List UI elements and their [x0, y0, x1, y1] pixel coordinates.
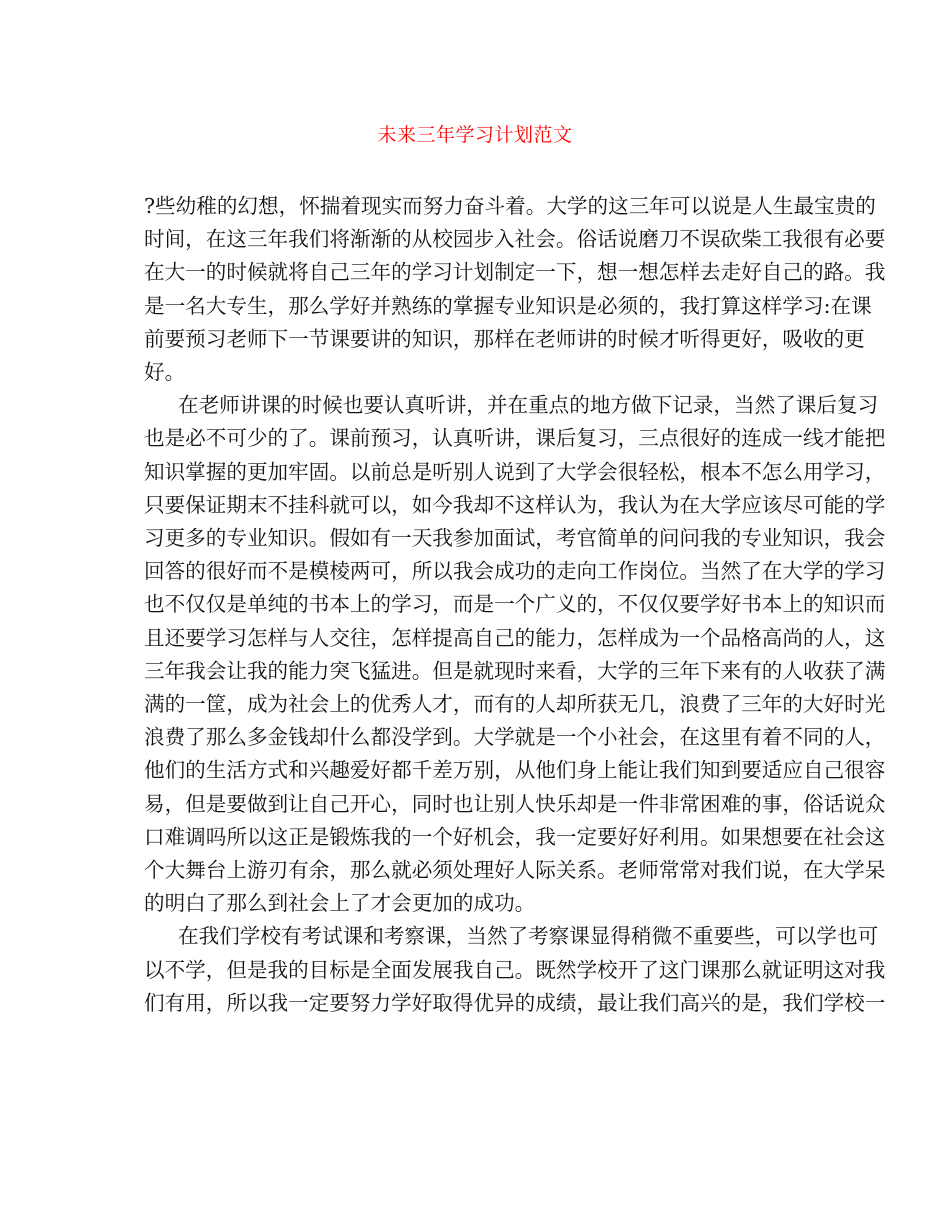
paragraph: [144, 389, 886, 920]
paragraph-line: 也是必不可少的了。课前预习，认真听讲，课后复习，三点很好的连成一线才能把: [144, 426, 886, 451]
paragraph-line: 好。: [144, 360, 186, 385]
document-title: 未来三年学习计划范文: [377, 124, 573, 146]
paragraph-line: 前要预习老师下一节课要讲的知识，那样在老师讲的时候才听得更好，吸收的更: [144, 326, 865, 351]
paragraph-line: 浪费了那么多金钱却什么都没学到。大学就是一个小社会，在这里有着不同的人，: [144, 725, 886, 750]
paragraph: [144, 920, 886, 1020]
paragraph-line: 是一名大专生，那么学好并熟练的掌握专业知识是必须的，我打算这样学习:在课: [144, 293, 872, 318]
paragraph-line: 在老师讲课的时候也要认真听讲，并在重点的地方做下记录，当然了课后复习: [178, 393, 879, 418]
paragraph-line: 也不仅仅是单纯的书本上的学习，而是一个广义的，不仅仅要学好书本上的知识而: [144, 592, 886, 617]
paragraph-line: 他们的生活方式和兴趣爱好都千差万别，从他们身上能让我们知到要适应自己很容: [144, 758, 886, 783]
paragraph-line: 三年我会让我的能力突飞猛进。但是就现时来看，大学的三年下来有的人收获了满: [144, 658, 886, 683]
paragraph-line: 的明白了那么到社会上了才会更加的成功。: [144, 891, 536, 916]
paragraph-line: 们有用，所以我一定要努力学好取得优异的成绩，最让我们高兴的是，我们学校一: [144, 990, 886, 1015]
paragraph-line: 习更多的专业知识。假如有一天我参加面试，考官简单的问问我的专业知识，我会: [144, 526, 886, 551]
paragraph-line: 在大一的时候就将自己三年的学习计划制定一下，想一想怎样去走好自己的路。我: [144, 260, 886, 285]
paragraph-line: ?些幼稚的幻想，怀揣着现实而努力奋斗着。大学的这三年可以说是人生最宝贵的: [144, 194, 876, 218]
paragraph-line: 满的一筐，成为社会上的优秀人才，而有的人却所获无几，浪费了三年的大好时光: [144, 692, 886, 717]
document-body: [144, 190, 886, 1020]
paragraph-line: 以不学，但是我的目标是全面发展我自己。既然学校开了这门课那么就证明这对我: [144, 957, 886, 982]
paragraph-line: 且还要学习怎样与人交往，怎样提高自己的能力，怎样成为一个品格高尚的人，这: [144, 625, 886, 650]
paragraph-line: 口难调吗所以这正是锻炼我的一个好机会，我一定要好好利用。如果想要在社会这: [144, 824, 886, 849]
paragraph-line: 在我们学校有考试课和考察课，当然了考察课显得稍微不重要些，可以学也可: [178, 924, 879, 949]
paragraph-line: 只要保证期末不挂科就可以，如今我却不这样认为，我认为在大学应该尽可能的学: [144, 492, 886, 517]
paragraph-line: 个大舞台上游刃有余，那么就必须处理好人际关系。老师常常对我们说，在大学呆: [144, 858, 886, 883]
paragraph: [144, 190, 886, 389]
paragraph-line: 回答的很好而不是模棱两可，所以我会成功的走向工作岗位。当然了在大学的学习: [144, 559, 886, 584]
paragraph-line: 知识掌握的更加牢固。以前总是听别人说到了大学会很轻松，根本不怎么用学习，: [144, 459, 886, 484]
paragraph-line: 易，但是要做到让自己开心，同时也让别人快乐却是一件非常困难的事，俗话说众: [144, 791, 886, 816]
paragraph-line: 时间，在这三年我们将渐渐的从校园步入社会。俗话说磨刀不误砍柴工我很有必要: [144, 227, 886, 252]
